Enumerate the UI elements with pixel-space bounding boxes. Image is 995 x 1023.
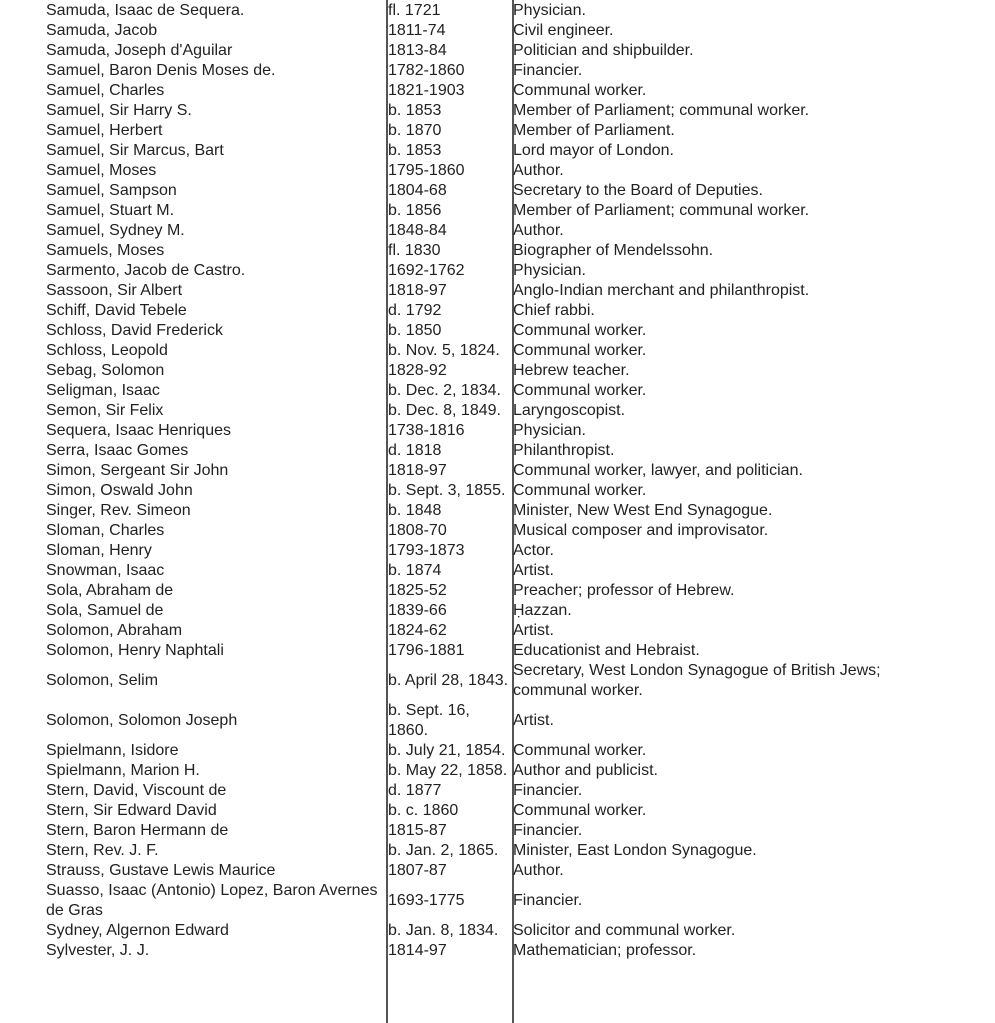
person-name-cell: Sydney, Algernon Edward [46, 922, 229, 939]
life-dates-cell: 1813-84 [388, 42, 447, 59]
occupation-cell: Communal worker. [513, 742, 647, 759]
life-dates-cell: b. 1850 [388, 322, 442, 339]
person-name-cell: Samuda, Isaac de Sequera. [46, 2, 245, 19]
life-dates-cell: 1811-74 [388, 22, 446, 39]
life-dates-cell: 1815-87 [388, 822, 447, 839]
table-row [0, 101, 995, 121]
person-name-cell: Samuel, Sir Harry S. [46, 102, 192, 119]
person-name-cell: Schloss, Leopold [46, 342, 168, 359]
life-dates-cell: 1818-97 [388, 282, 447, 299]
life-dates-cell: b. Dec. 8, 1849. [388, 402, 501, 419]
table-row [0, 421, 995, 441]
occupation-cell: Solicitor and communal worker. [513, 922, 736, 939]
table-row [0, 241, 995, 261]
occupation-cell: Physician. [513, 2, 586, 19]
life-dates-cell: b. 1874 [388, 562, 442, 579]
occupation-cell: Physician. [513, 422, 586, 439]
person-name-cell: Solomon, Henry Naphtali [46, 642, 224, 659]
occupation-cell: Lord mayor of London. [513, 142, 674, 159]
person-name-cell: Solomon, Solomon Joseph [46, 712, 238, 729]
table-row [0, 741, 995, 761]
occupation-cell: Politician and shipbuilder. [513, 42, 694, 59]
person-name-cell: Sloman, Charles [46, 522, 165, 539]
occupation-cell: Communal worker. [513, 322, 647, 339]
table-row [0, 81, 995, 101]
table-row [0, 921, 995, 941]
life-dates-cell: b. May 22, 1858. [388, 762, 508, 779]
occupation-cell: Philanthropist. [513, 442, 615, 459]
person-name-cell: Schiff, David Tebele [46, 302, 187, 319]
occupation-cell: Musical composer and improvisator. [513, 522, 769, 539]
life-dates-cell: 1793-1873 [388, 542, 465, 559]
person-name-cell: Stern, David, Viscount de [46, 782, 227, 799]
person-name-cell: Samuda, Jacob [46, 22, 158, 39]
table-row [0, 841, 995, 861]
table-row [0, 381, 995, 401]
life-dates-cell: 1825-52 [388, 582, 447, 599]
table-row [0, 461, 995, 481]
person-name-cell: Samuel, Baron Denis Moses de. [46, 62, 276, 79]
occupation-cell: Actor. [513, 542, 554, 559]
occupation-cell: Author and publicist. [513, 762, 658, 779]
table-row [0, 161, 995, 181]
occupation-cell: Financier. [513, 782, 583, 799]
life-dates-cell: 1814-97 [388, 942, 447, 959]
table-row [0, 781, 995, 801]
occupation-cell: Ḥazzan. [513, 602, 572, 619]
table-row [0, 181, 995, 201]
life-dates-cell: 1804-68 [388, 182, 447, 199]
table-row [0, 361, 995, 381]
occupation-cell: Civil engineer. [513, 22, 614, 39]
occupation-cell: Member of Parliament; communal worker. [513, 102, 810, 119]
table-row [0, 601, 995, 621]
life-dates-cell: b. Jan. 2, 1865. [388, 842, 499, 859]
occupation-cell: Hebrew teacher. [513, 362, 630, 379]
occupation-cell: Mathematician; professor. [513, 942, 697, 959]
life-dates-cell: 1807-87 [388, 862, 447, 879]
table-row [0, 561, 995, 581]
person-name-cell: Serra, Isaac Gomes [46, 442, 189, 459]
person-name-cell: Sarmento, Jacob de Castro. [46, 262, 246, 279]
life-dates-cell: b. 1853 [388, 102, 442, 119]
occupation-cell: Member of Parliament; communal worker. [513, 202, 810, 219]
person-name-cell: Samuel, Sampson [46, 182, 177, 199]
occupation-cell: Communal worker. [513, 802, 647, 819]
person-name-cell: Samuel, Stuart M. [46, 202, 175, 219]
life-dates-cell: 1693-1775 [388, 892, 465, 909]
table-row [0, 701, 995, 741]
person-name-cell: Singer, Rev. Simeon [46, 502, 191, 519]
table-row [0, 321, 995, 341]
life-dates-cell: 1782-1860 [388, 62, 465, 79]
life-dates-cell: 1821-1903 [388, 82, 465, 99]
occupation-cell: Laryngoscopist. [513, 402, 626, 419]
life-dates-cell: d. 1818 [388, 442, 442, 459]
life-dates-cell: 1692-1762 [388, 262, 465, 279]
occupation-cell: Secretary, West London Synagogue of British Jews; communal worker. [513, 662, 881, 699]
person-name-cell: Samuel, Sydney M. [46, 222, 185, 239]
table-row [0, 21, 995, 41]
person-name-cell: Strauss, Gustave Lewis Maurice [46, 862, 276, 879]
person-name-cell: Samuel, Herbert [46, 122, 163, 139]
table-row [0, 441, 995, 461]
life-dates-cell: fl. 1830 [388, 242, 441, 259]
occupation-cell: Biographer of Mendelssohn. [513, 242, 714, 259]
person-name-cell: Seligman, Isaac [46, 382, 160, 399]
life-dates-cell: 1824-62 [388, 622, 447, 639]
table-row [0, 121, 995, 141]
person-name-cell: Sylvester, J. J. [46, 942, 150, 959]
table-row [0, 641, 995, 661]
occupation-cell: Anglo-Indian merchant and philanthropist. [513, 282, 810, 299]
table-row [0, 401, 995, 421]
table-row [0, 861, 995, 881]
person-name-cell: Sola, Abraham de [46, 582, 174, 599]
occupation-cell: Educationist and Hebraist. [513, 642, 700, 659]
life-dates-cell: b. Nov. 5, 1824. [388, 342, 500, 359]
table-row [0, 521, 995, 541]
occupation-cell: Financier. [513, 62, 583, 79]
occupation-cell: Physician. [513, 262, 586, 279]
table-row [0, 801, 995, 821]
life-dates-cell: 1795-1860 [388, 162, 465, 179]
life-dates-cell: d. 1877 [388, 782, 442, 799]
person-name-cell: Solomon, Selim [46, 672, 159, 689]
life-dates-cell: b. Sept. 16, 1860. [388, 702, 470, 739]
life-dates-cell: b. April 28, 1843. [388, 672, 509, 689]
table-row [0, 941, 995, 961]
table-row [0, 1, 995, 21]
person-name-cell: Sloman, Henry [46, 542, 152, 559]
table-row [0, 761, 995, 781]
table-row [0, 881, 995, 921]
table-row [0, 201, 995, 221]
life-dates-cell: b. Jan. 8, 1834. [388, 922, 499, 939]
person-name-cell: Spielmann, Marion H. [46, 762, 200, 779]
life-dates-cell: 1818-97 [388, 462, 447, 479]
occupation-cell: Communal worker. [513, 342, 647, 359]
occupation-cell: Financier. [513, 822, 583, 839]
occupation-cell: Author. [513, 162, 564, 179]
person-name-cell: Sebag, Solomon [46, 362, 165, 379]
person-name-cell: Stern, Baron Hermann de [46, 822, 229, 839]
life-dates-cell: 1738-1816 [388, 422, 465, 439]
table-row [0, 581, 995, 601]
occupation-cell: Author. [513, 222, 564, 239]
table-row [0, 281, 995, 301]
person-name-cell: Samuel, Moses [46, 162, 157, 179]
occupation-cell: Minister, New West End Synagogue. [513, 502, 773, 519]
person-name-cell: Semon, Sir Felix [46, 402, 164, 419]
table-row [0, 661, 995, 701]
life-dates-cell: fl. 1721 [388, 2, 441, 19]
person-name-cell: Sassoon, Sir Albert [46, 282, 183, 299]
occupation-cell: Minister, East London Synagogue. [513, 842, 757, 859]
table-row [0, 41, 995, 61]
table-row [0, 61, 995, 81]
person-name-cell: Solomon, Abraham [46, 622, 183, 639]
occupation-cell: Financier. [513, 892, 583, 909]
table-row [0, 141, 995, 161]
table-row [0, 341, 995, 361]
biography-table [0, 1, 995, 961]
person-name-cell: Schloss, David Frederick [46, 322, 223, 339]
occupation-cell: Communal worker. [513, 482, 647, 499]
table-row [0, 501, 995, 521]
occupation-cell: Communal worker. [513, 382, 647, 399]
life-dates-cell: 1839-66 [388, 602, 447, 619]
person-name-cell: Sequera, Isaac Henriques [46, 422, 231, 439]
occupation-cell: Preacher; professor of Hebrew. [513, 582, 735, 599]
table-row [0, 301, 995, 321]
life-dates-cell: b. 1856 [388, 202, 442, 219]
person-name-cell: Simon, Oswald John [46, 482, 193, 499]
life-dates-cell: d. 1792 [388, 302, 442, 319]
occupation-cell: Secretary to the Board of Deputies. [513, 182, 763, 199]
person-name-cell: Samuels, Moses [46, 242, 165, 259]
person-name-cell: Stern, Sir Edward David [46, 802, 217, 819]
person-name-cell: Snowman, Isaac [46, 562, 165, 579]
life-dates-cell: 1828-92 [388, 362, 447, 379]
table-row [0, 481, 995, 501]
life-dates-cell: 1848-84 [388, 222, 447, 239]
person-name-cell: Samuel, Charles [46, 82, 165, 99]
person-name-cell: Spielmann, Isidore [46, 742, 179, 759]
life-dates-cell: b. Sept. 3, 1855. [388, 482, 506, 499]
table-row [0, 261, 995, 281]
person-name-cell: Samuel, Sir Marcus, Bart [46, 142, 224, 159]
person-name-cell: Sola, Samuel de [46, 602, 164, 619]
life-dates-cell: b. 1848 [388, 502, 442, 519]
life-dates-cell: b. c. 1860 [388, 802, 459, 819]
occupation-cell: Chief rabbi. [513, 302, 595, 319]
table-row [0, 821, 995, 841]
person-name-cell: Samuda, Joseph d'Aguilar [46, 42, 233, 59]
person-name-cell: Simon, Sergeant Sir John [46, 462, 229, 479]
table-row [0, 541, 995, 561]
occupation-cell: Communal worker, lawyer, and politician. [513, 462, 803, 479]
occupation-cell: Artist. [513, 622, 554, 639]
life-dates-cell: b. 1870 [388, 122, 442, 139]
person-name-cell: Suasso, Isaac (Antonio) Lopez, Baron Avernes de Gras [46, 882, 378, 919]
life-dates-cell: b. 1853 [388, 142, 442, 159]
occupation-cell: Artist. [513, 562, 554, 579]
person-name-cell: Stern, Rev. J. F. [46, 842, 159, 859]
occupation-cell: Author. [513, 862, 564, 879]
table-row [0, 621, 995, 641]
table-row [0, 221, 995, 241]
occupation-cell: Communal worker. [513, 82, 647, 99]
occupation-cell: Member of Parliament. [513, 122, 675, 139]
life-dates-cell: b. July 21, 1854. [388, 742, 506, 759]
life-dates-cell: 1808-70 [388, 522, 447, 539]
life-dates-cell: b. Dec. 2, 1834. [388, 382, 501, 399]
life-dates-cell: 1796-1881 [388, 642, 465, 659]
occupation-cell: Artist. [513, 712, 554, 729]
